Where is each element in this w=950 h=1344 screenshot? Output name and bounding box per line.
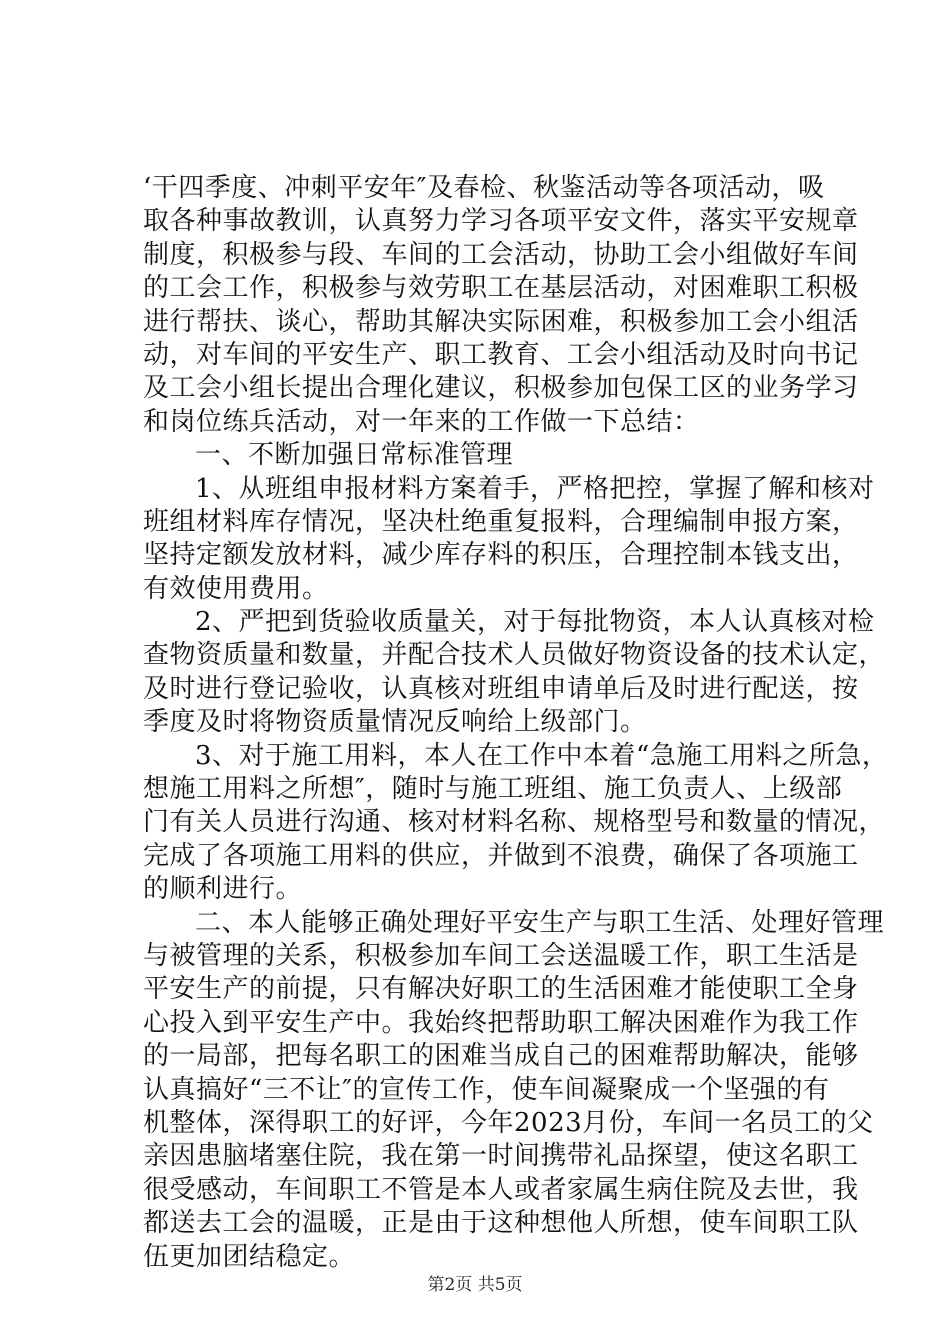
text-line: 门有关人员进行沟通、核对材料名称、规格型号和数量的情况， bbox=[143, 807, 886, 838]
text-line: 坚持定额发放材料，减少库存料的积压，合理控制本钱支出， bbox=[143, 540, 859, 571]
section-heading: 一、不断加强日常标准管理 bbox=[195, 440, 514, 471]
text-line: 完成了各项施工用料的供应，并做到不浪费，确保了各项施工 bbox=[143, 840, 859, 871]
text-line: 很受感动，车间职工不管是本人或者家属生病住院及去世，我 bbox=[143, 1174, 859, 1205]
text-line: 的顺利进行。 bbox=[143, 874, 303, 905]
text-line: 动，对车间的平安生产、职工教育、工会小组活动及时向书记 bbox=[143, 339, 859, 370]
text-line: 进行帮扶、谈心，帮助其解决实际困难，积极参加工会小组活 bbox=[143, 306, 859, 337]
text-line: 伍更加团结稳定。 bbox=[143, 1241, 356, 1272]
text-line: ‘干四季度、冲刺平安年″及春检、秋鉴活动等各项活动，吸 bbox=[143, 173, 825, 203]
text-line: 季度及时将物资质量情况反响给上级部门。 bbox=[143, 707, 647, 738]
text-line: 平安生产的前提，只有解决好职工的生活困难才能使职工全身 bbox=[143, 974, 859, 1005]
text-line: 亲因患脑堵塞住院，我在第一时间携带礼品探望，使这名职工 bbox=[143, 1141, 859, 1172]
text-line: 取各种事故教训，认真努力学习各项平安文件，落实平安规章 bbox=[143, 206, 859, 237]
text-line: 制度，积极参与段、车间的工会活动，协助工会小组做好车间 bbox=[143, 239, 859, 270]
text-line: 3、对于施工用料，本人在工作中本着“急施工用料之所急， bbox=[195, 740, 889, 771]
text-line: 的工会工作，积极参与效劳职工在基层活动，对困难职工积极 bbox=[143, 273, 859, 304]
text-line: 认真搞好“三不让″的宣传工作，使车间凝聚成一个坚强的有 bbox=[143, 1074, 830, 1105]
text-line: 都送去工会的温暖，正是由于这种想他人所想，使车间职工队 bbox=[143, 1208, 859, 1239]
section-heading: 二、本人能够正确处理好平安生产与职工生活、处理好管理 bbox=[195, 907, 885, 938]
text-line: 及工会小组长提出合理化建议，积极参加包保工区的业务学习 bbox=[143, 373, 859, 404]
text-line: 的一局部，把每名职工的困难当成自己的困难帮助解决，能够 bbox=[143, 1041, 859, 1072]
text-line: 查物资质量和数量，并配合技术人员做好物资设备的技术认定， bbox=[143, 640, 886, 671]
page-number-footer: 第2页 共5页 bbox=[427, 1275, 523, 1295]
text-line: 与被管理的关系，积极参加车间工会送温暖工作，职工生活是 bbox=[143, 940, 859, 971]
text-line: 机整体，深得职工的好评，今年2023月份，车间一名员工的父 bbox=[143, 1107, 874, 1138]
text-line: 班组材料库存情况，坚决杜绝重复报料，合理编制申报方案， bbox=[143, 506, 859, 537]
text-line: 心投入到平安生产中。我始终把帮助职工解决困难作为我工作 bbox=[143, 1007, 859, 1038]
text-line: 有效使用费用。 bbox=[143, 573, 329, 604]
text-line: 和岗位练兵活动，对一年来的工作做一下总结： bbox=[143, 406, 700, 437]
text-line: 2、严把到货验收质量关，对于每批物资，本人认真核对检 bbox=[195, 607, 875, 638]
body-text bbox=[143, 172, 889, 1274]
text-line: 1、从班组申报材料方案着手，严格把控，掌握了解和核对 bbox=[195, 473, 875, 504]
text-line: 想施工用料之所想″，随时与施工班组、施工负责人、上级部 bbox=[143, 774, 843, 805]
text-line: 及时进行登记验收，认真核对班组申请单后及时进行配送，按 bbox=[143, 673, 859, 704]
